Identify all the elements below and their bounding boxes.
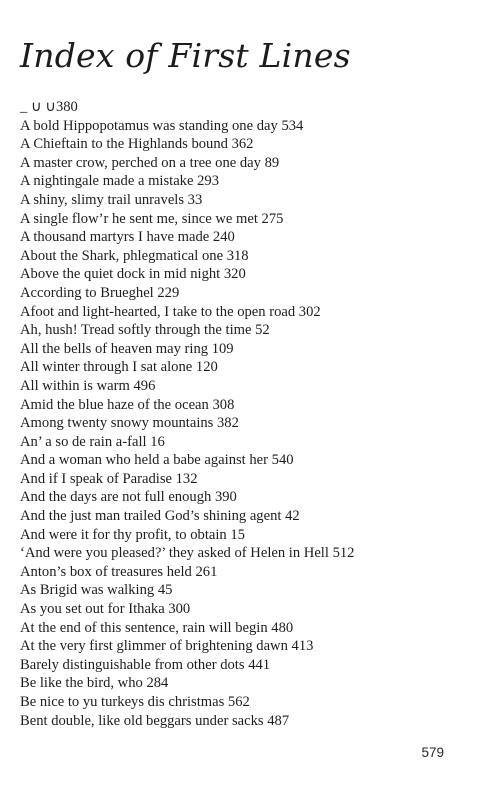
index-entry: All within is warm 496 — [20, 377, 156, 394]
index-entry: All the bells of heaven may ring 109 — [20, 340, 234, 357]
index-entry: And if I speak of Paradise 132 — [20, 470, 198, 487]
index-entry: Ah, hush! Tread softly through the time 52 — [20, 322, 270, 339]
index-entry: Among twenty snowy mountains 382 — [20, 415, 239, 432]
index-entry: Be nice to yu turkeys dis christmas 562 — [20, 694, 250, 710]
index-entry: About the Shark, phlegmatical one 318 — [20, 247, 249, 264]
index-entry: A nightingale made a mistake 293 — [20, 173, 219, 190]
index-entry: Be like the bird, who 284 — [20, 675, 169, 692]
index-entry: All winter through I sat alone 120 — [20, 359, 218, 376]
index-entry: A Chieftain to the Highlands bound 362 — [20, 136, 254, 153]
index-entry: And a woman who held a babe against her 540 — [20, 452, 294, 469]
index-entry: At the very first glimmer of brightening dawn 413 — [20, 638, 314, 655]
first-lines-list — [20, 98, 470, 730]
index-entry: And the days are not full enough 390 — [20, 489, 237, 506]
index-entry: A single flow’r he sent me, since we met 275 — [20, 210, 284, 227]
index-entry: As Brigid was walking 45 — [20, 582, 173, 599]
index-entry: Above the quiet dock in mid night 320 — [20, 266, 246, 283]
index-entry: And the just man trailed God’s shining agent 42 — [20, 508, 300, 525]
index-entry: A shiny, slimy trail unravels 33 — [20, 191, 203, 208]
index-entry: A thousand martyrs I have made 240 — [20, 229, 235, 246]
index-entry: And were it for thy profit, to obtain 15 — [20, 526, 245, 543]
index-entry: A bold Hippopotamus was standing one day 534 — [20, 117, 304, 134]
index-entry: As you set out for Ithaka 300 — [20, 601, 191, 618]
index-entry: Afoot and light-hearted, I take to the open road 302 — [20, 303, 321, 320]
index-entry: Amid the blue haze of the ocean 308 — [20, 396, 235, 413]
page-number: 579 — [421, 745, 444, 760]
index-entry: A master crow, perched on a tree one day 89 — [20, 154, 280, 171]
page-title: Index of First Lines — [20, 36, 351, 75]
index-entry: An’ a so de rain a-fall 16 — [20, 433, 165, 450]
index-entry: ‘And were you pleased?’ they asked of Helen in Hell 512 — [20, 545, 355, 562]
index-entry: Barely distinguishable from other dots 441 — [20, 656, 271, 673]
index-entry: According to Brueghel 229 — [20, 284, 180, 301]
index-entry: _ ∪ ∪380 — [20, 99, 78, 115]
index-entry: Bent double, like old beggars under sacks 487 — [20, 712, 290, 729]
index-entry: Anton’s box of treasures held 261 — [20, 563, 218, 580]
index-entry: At the end of this sentence, rain will begin 480 — [20, 619, 294, 636]
